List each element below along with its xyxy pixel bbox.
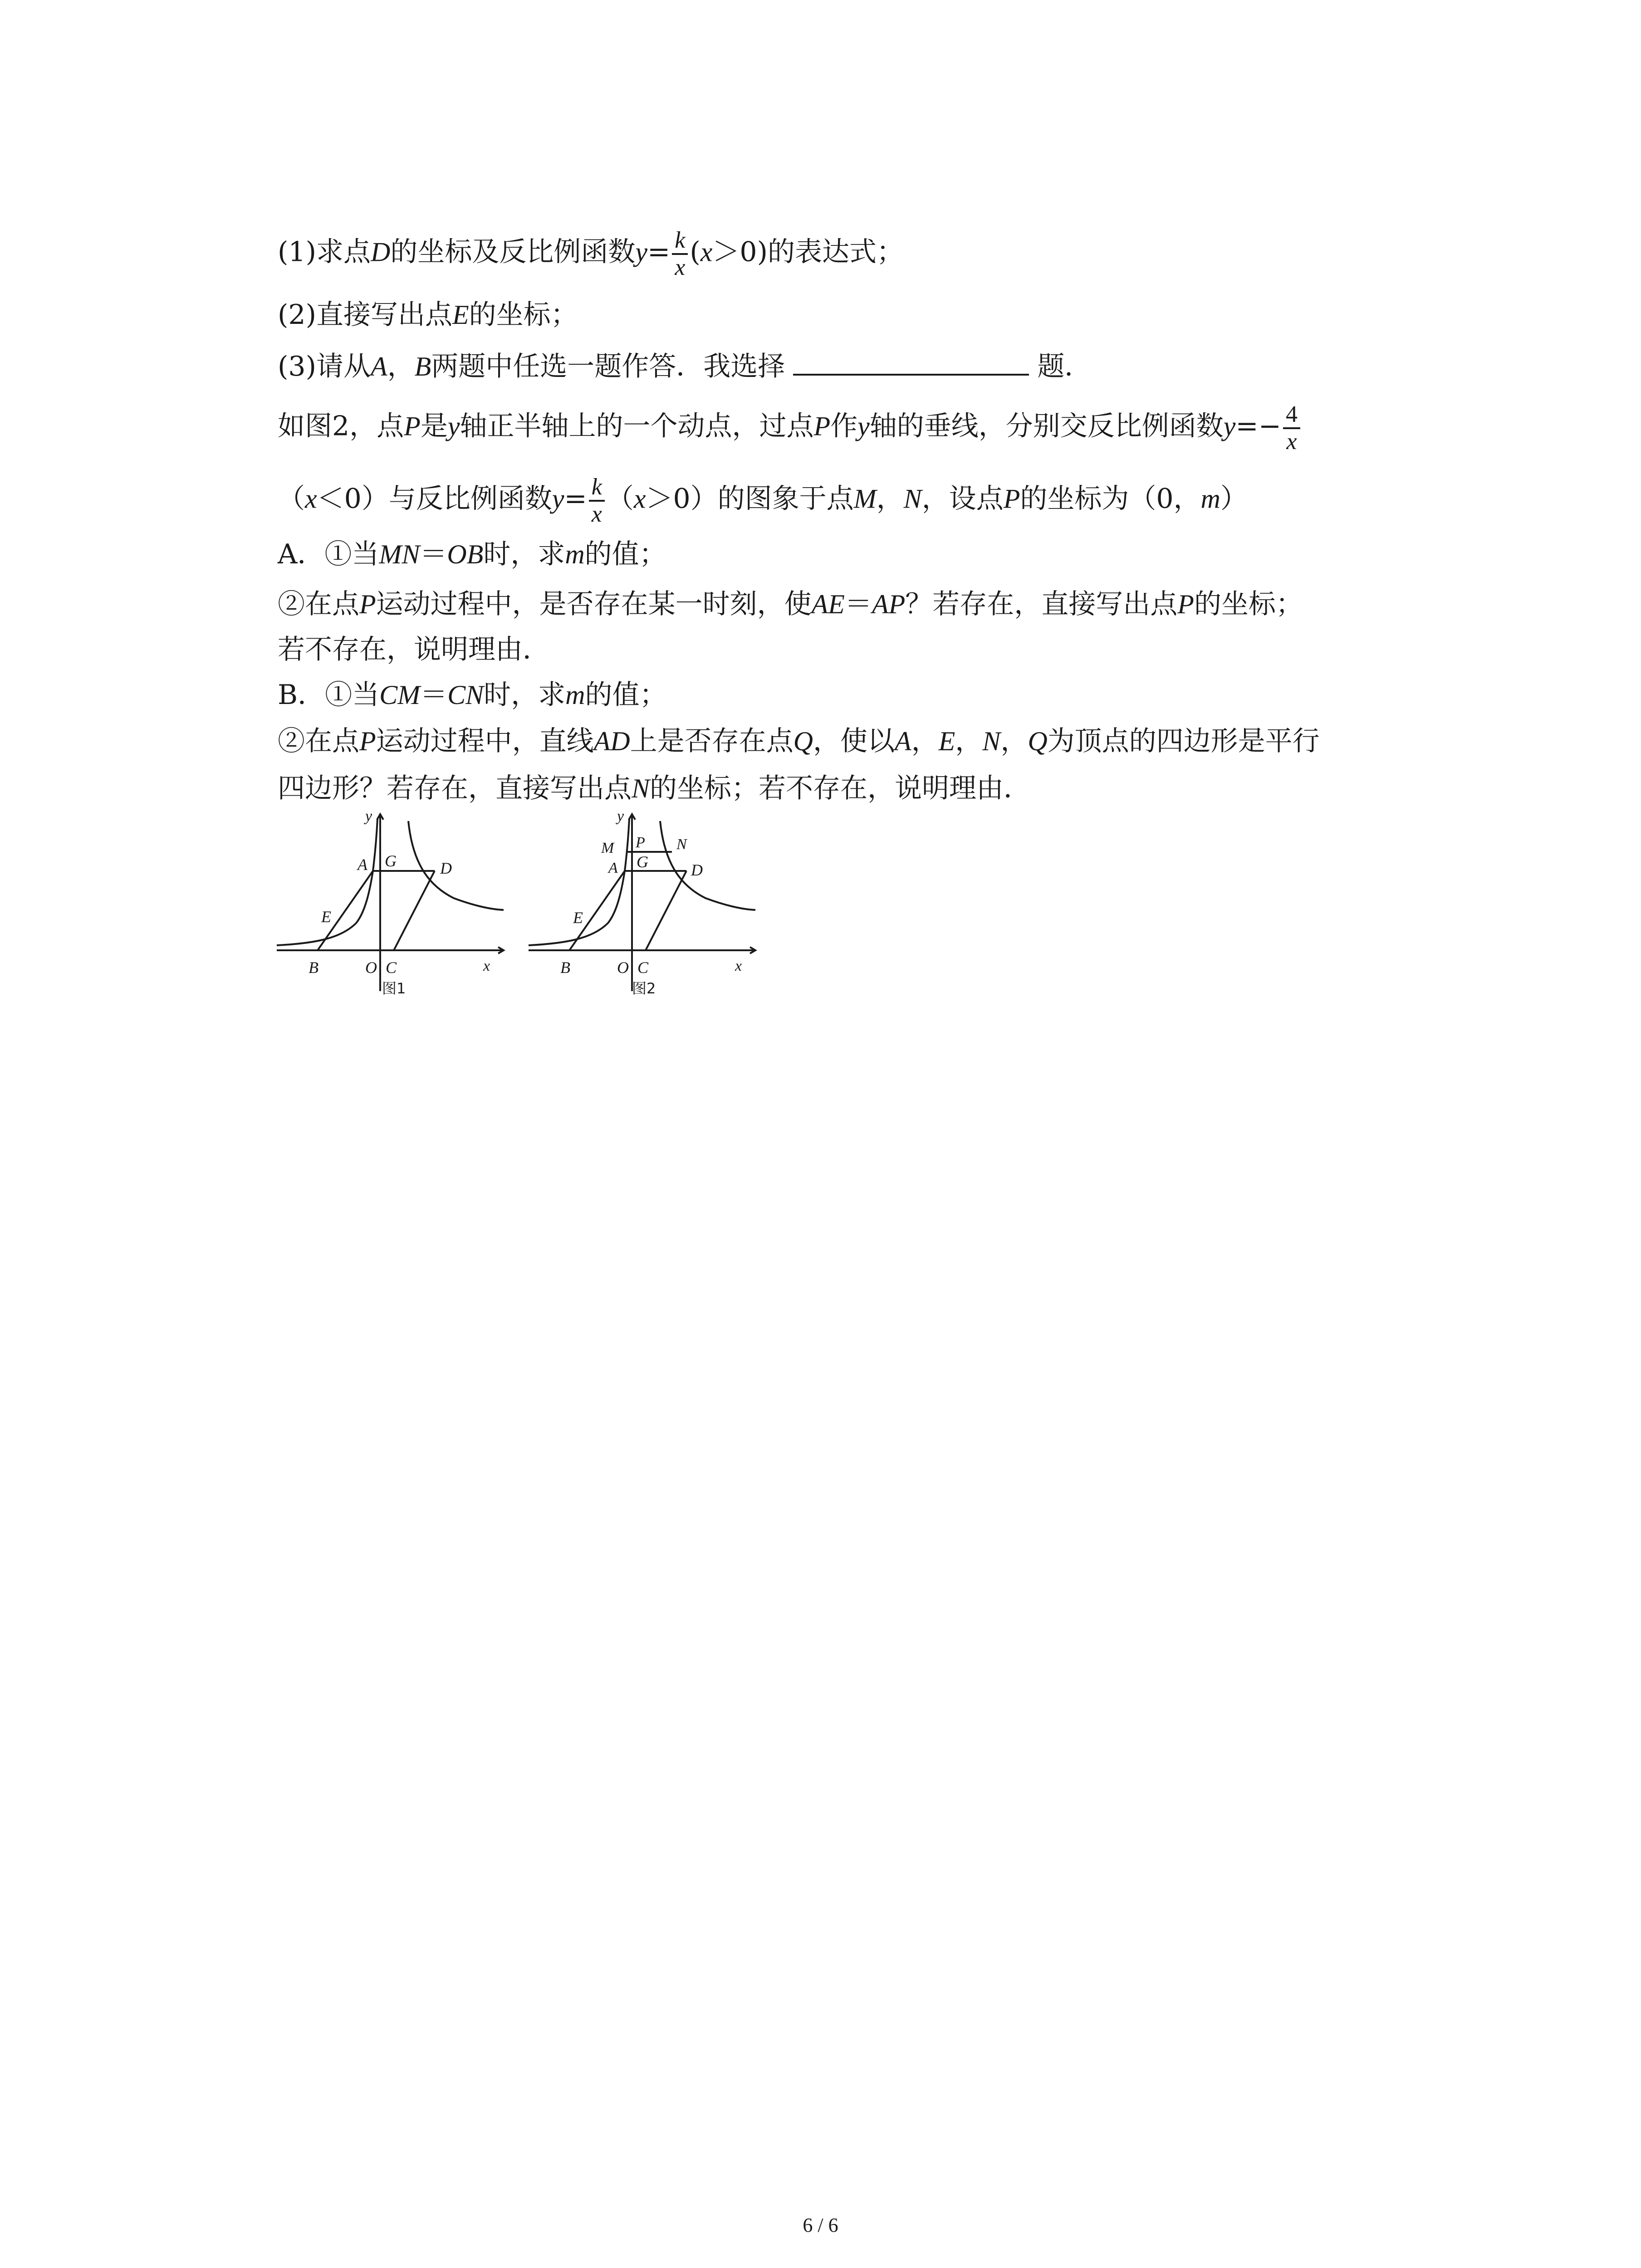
fig1-label-d: D: [440, 859, 452, 877]
question-2: (2)直接写出点E的坐标；: [278, 299, 578, 331]
fig1-label-e: E: [321, 908, 331, 926]
fig2-label-c: C: [637, 958, 649, 977]
question-3: (3)请从A，B两题中任选一题作答．我选择 题．: [278, 347, 1092, 386]
fig2-label-p: P: [636, 834, 645, 851]
fig1-label-x: x: [483, 958, 490, 974]
page-number: 6 / 6: [803, 2214, 838, 2236]
fig1-label-c: C: [386, 958, 397, 977]
fraction-4-over-x: $\frac{4}{x}$: [1283, 402, 1300, 455]
fraction-k-over-x-2: $\frac{k}{x}$: [589, 474, 605, 527]
fig2-label-o: O: [617, 958, 629, 977]
fig1-label-y: y: [365, 808, 372, 825]
answer-blank[interactable]: [793, 348, 1029, 376]
figure-1: [272, 807, 508, 998]
left-hyperbola: [277, 819, 377, 945]
intro-line-2: （x＜0）与反比例函数y= $\frac{k}{x}$ （x＞0）的图象于点M，N，设点P的坐标为（0，m）: [278, 474, 1248, 527]
fraction-k-over-x: $\frac{k}{x}$: [672, 228, 688, 280]
fig1-label-g: G: [385, 852, 397, 870]
part-b-3: 四边形？若存在，直接写出点N的坐标；若不存在，说明理由．: [278, 772, 1031, 804]
fig2-label-n: N: [676, 836, 687, 853]
fig1-caption: 图1: [382, 980, 406, 997]
part-b-1: B．①当CM＝CN时，求m的值；: [278, 679, 667, 711]
question-1: (1)求点D的坐标及反比例函数y= $\frac{k}{x}$ (x＞0)的表达式；: [278, 227, 904, 280]
fig2-label-a: A: [608, 860, 618, 876]
figure-2: [524, 807, 760, 998]
fig2-label-g: G: [637, 853, 648, 871]
fig2-label-b: B: [560, 958, 570, 977]
segment-cd: [646, 871, 686, 950]
fig1-label-o: O: [365, 958, 377, 977]
fig1-label-b: B: [309, 958, 318, 977]
fig1-label-a: A: [358, 855, 367, 874]
fig2-label-x: x: [735, 958, 742, 974]
segment-cd: [394, 871, 435, 950]
part-b-2: ②在点P运动过程中，直线AD上是否存在点Q，使以A，E，N，Q为顶点的四边形是平行: [278, 725, 1320, 757]
fig2-label-m: M: [601, 840, 614, 856]
fig2-caption: 图2: [632, 980, 656, 997]
right-hyperbola: [660, 821, 755, 910]
intro-line-1: 如图2，点P是y轴正半轴上的一个动点，过点P作y轴的垂线，分别交反比例函数y=− $\frac{4}{x}$: [278, 402, 1302, 455]
part-a-3: 若不存在，说明理由．: [278, 634, 550, 665]
part-a-1: A．①当MN＝OB时，求m的值；: [278, 538, 666, 570]
right-hyperbola: [408, 821, 504, 910]
fig2-label-e: E: [573, 909, 583, 927]
fig2-label-d: D: [691, 861, 703, 879]
fig2-label-y: y: [617, 808, 624, 825]
part-a-2: ②在点P运动过程中，是否存在某一时刻，使AE＝AP？若存在，直接写出点P的坐标；: [278, 588, 1303, 620]
